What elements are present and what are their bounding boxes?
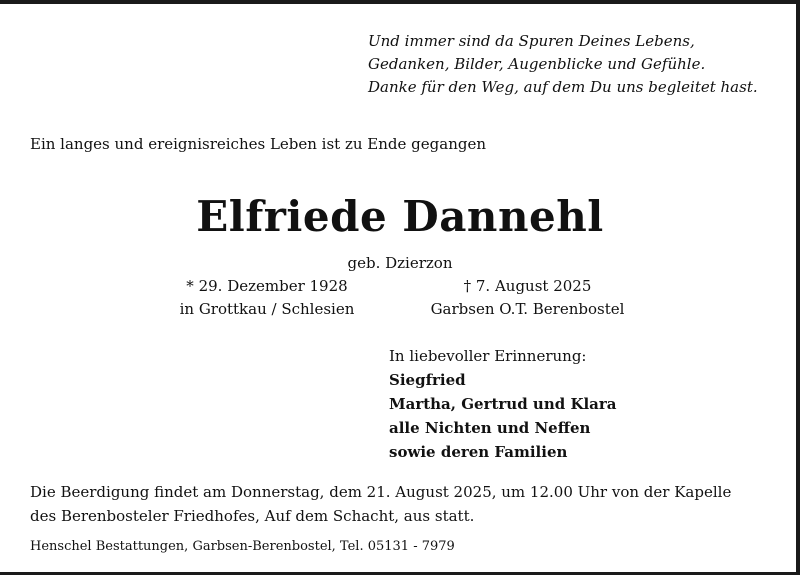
mourners-list bbox=[389, 344, 617, 464]
deceased-name: Elfriede Dannehl bbox=[196, 192, 604, 241]
poem-line: Gedanken, Bilder, Augenblicke und Gefühle. bbox=[368, 55, 706, 73]
mourners-heading: In liebevoller Erinnerung: bbox=[389, 347, 587, 365]
funeral-line: des Berenbosteler Friedhofes, Auf dem Schacht, aus statt. bbox=[30, 507, 475, 525]
death-date: † 7. August 2025 bbox=[463, 277, 592, 295]
maiden-name: geb. Dzierzon bbox=[347, 254, 453, 272]
mourner-name: Martha, Gertrud und Klara bbox=[389, 395, 617, 413]
poem-line: Danke für den Weg, auf dem Du uns begleitet hast. bbox=[368, 78, 758, 96]
death-place: Garbsen O.T. Berenbostel bbox=[430, 300, 625, 318]
mourner-name: Siegfried bbox=[389, 371, 466, 389]
border-top bbox=[0, 0, 800, 4]
birth-info bbox=[162, 275, 372, 321]
birth-date: * 29. Dezember 1928 bbox=[186, 277, 348, 295]
mourner-name: sowie deren Familien bbox=[389, 443, 568, 461]
undertaker-info: Henschel Bestattungen, Garbsen-Berenbostel, Tel. 05131 - 7979 bbox=[30, 539, 455, 554]
birth-place: in Grottkau / Schlesien bbox=[179, 300, 355, 318]
death-info bbox=[420, 275, 635, 321]
memorial-poem bbox=[368, 30, 758, 99]
poem-line: Und immer sind da Spuren Deines Lebens, bbox=[368, 32, 695, 50]
intro-text: Ein langes und ereignisreiches Leben ist zu Ende gegangen bbox=[30, 135, 486, 153]
border-right bbox=[796, 0, 800, 575]
mourner-name: alle Nichten und Neffen bbox=[389, 419, 591, 437]
funeral-line: Die Beerdigung findet am Donnerstag, dem 21. August 2025, um 12.00 Uhr von der Kapelle bbox=[30, 483, 732, 501]
funeral-details bbox=[30, 480, 731, 528]
